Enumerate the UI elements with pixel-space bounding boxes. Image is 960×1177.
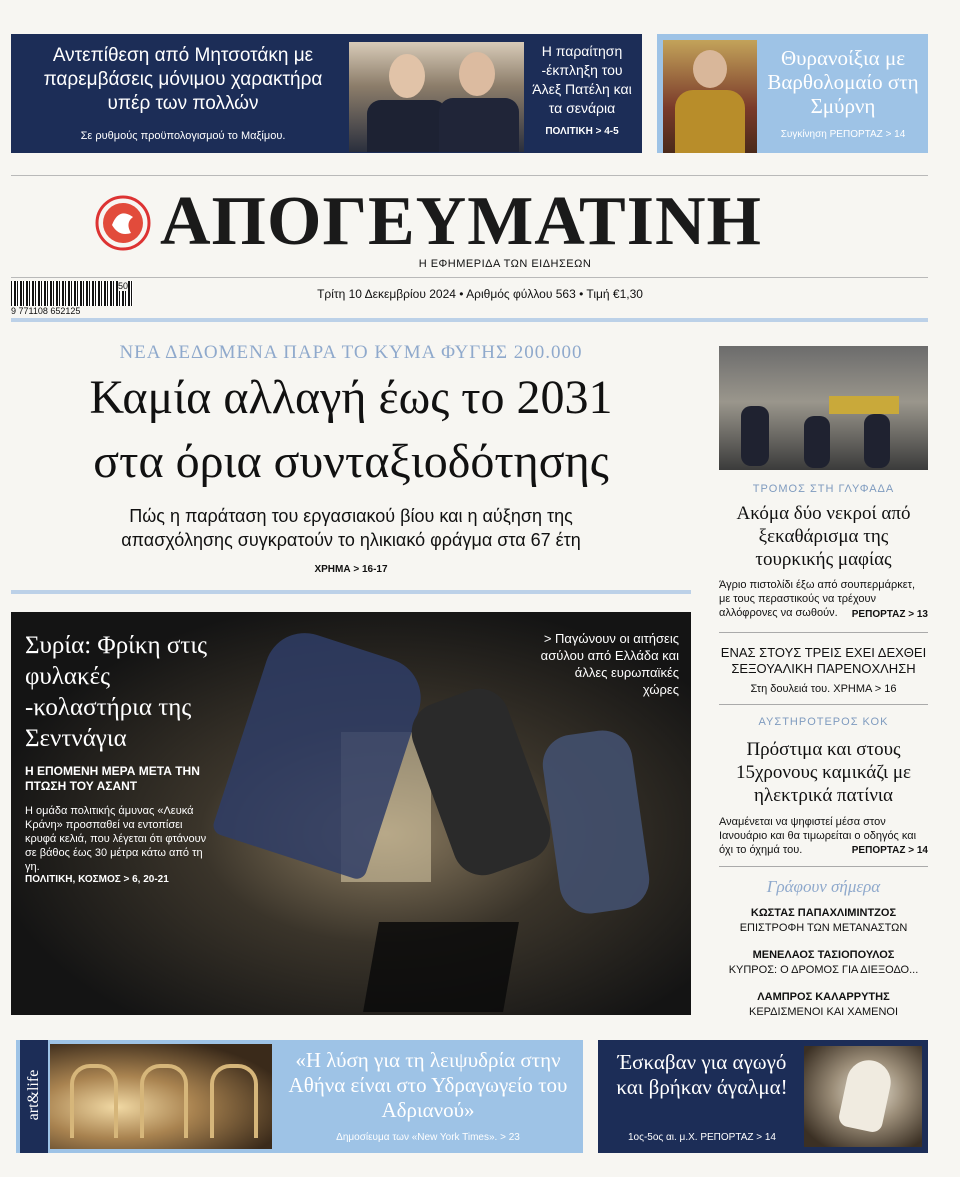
columnist-title: ΕΠΙΣΤΡΟΦΗ ΤΩΝ ΜΕΤΑΝΑΣΤΩΝ [739,922,908,934]
lead-ref: ΧΡΗΜΑ > 16-17 [314,564,388,575]
bottom-quote: «Η λύση για τη λειψυδρία στην Αθήνα είναι στο Υδραγωγείο του Αδριανού» [288,1048,568,1122]
story2-title[interactable]: ΕΝΑΣ ΣΤΟΥΣ ΤΡΕΙΣ ΕΧΕΙ ΔΕΧΘΕΙ ΣΕΞΟΥΑΛΙΚΗ ΠΑΡΕΝΟΧΛΗΣΗ [720,645,927,676]
story3-kicker: ΑΥΣΤΗΡΟΤΕΡΟΣ ΚΟΚ [758,716,889,728]
story1-kicker: ΤΡΟΜΟΣ ΣΤΗ ΓΛΥΦΑΔΑ [752,483,895,495]
syria-body: Η ομάδα πολιτικής άμυνας «Λευκά Κράνη» προσπαθεί να εντοπίσει κρυφά κελιά, που λέγεται ότι φτάνουν σε βάθος έως 30 μέτρα κάτω από τη γη. [25,805,207,873]
lead-deck-line2: απασχόλησης συγκρατούν το ηλικιακό φράγμα στα 67 έτη [121,530,581,550]
bottom-right-headline: Έσκαβαν για αγωγό και βρήκαν άγαλμα! [616,1050,788,1099]
masthead-top-rule [11,175,928,176]
bartholomew-photo [663,40,757,153]
columnist-name[interactable]: ΜΕΝΕΛΑΟΣ ΤΑΣΙΟΠΟΥΛΟΣ [752,949,895,961]
story2-ref: Στη δουλειά του. ΧΡΗΜΑ > 16 [750,683,897,695]
story3-title[interactable]: Πρόστιμα και στους 15χρονους καμικάζι με ηλεκτρικά πατίνια [736,739,911,806]
bottom-banner-right[interactable] [598,1040,928,1153]
syria-photo-panel[interactable] [11,612,691,1015]
person-icon [389,54,425,98]
sidebar-rule-3 [719,866,928,867]
story3-ref: ΡΕΠΟΡΤΑΖ > 14 [851,845,928,856]
masthead-logo-icon [95,195,151,251]
columnist-name[interactable]: ΛΑΜΠΡΟΣ ΚΑΛΑΡΡΥΤΗΣ [757,991,890,1003]
syria-side-note: > Παγώνουν οι αιτήσεις ασύλου από Ελλάδα και άλλες ευρωπαϊκές χώρες [540,631,679,697]
bottom-banner-left[interactable] [16,1040,583,1153]
masthead-mid-rule [11,277,928,278]
sidebar-rule-1 [719,632,928,633]
lead-kicker: ΝΕΑ ΔΕΔΟΜΕΝΑ ΠΑΡΑ ΤΟ ΚΥΜΑ ΦΥΓΗΣ 200.000 [119,342,583,363]
syria-sub: Η ΕΠΟΜΕΝΗ ΜΕΡΑ ΜΕΤΑ ΤΗΝ ΠΤΩΣΗ ΤΟΥ ΑΣΑΝΤ [25,764,200,793]
lead-headline-line2: στα όρια συνταξιοδότησης [93,435,609,488]
top-banner-right[interactable] [657,34,928,153]
barcode-number: 9 771108 652125 [11,306,133,316]
syria-headline: Συρία: Φρίκη στις φυλακές -κολαστήρια της Σεντνάγια [25,632,207,752]
lead-deck-line1: Πώς η παράταση του εργασιακού βίου και η αύξηση της [129,506,573,526]
story1-ref: ΡΕΠΟΡΤΑΖ > 13 [851,609,928,620]
banner-middle-headline: Η παραίτηση -έκπληξη του Άλεξ Πατέλη και τα σενάρια [532,43,632,116]
masthead-title: ΑΠΟΓΕΥΜΑΤΙΝΗ [160,183,762,260]
banner-middle-ref: ΠΟΛΙΤΙΚΗ > 4-5 [545,126,619,137]
bottom-quote-ref: Δημοσίευμα των «New York Times». > 23 [336,1132,520,1143]
story3-body: Αναμένεται να ψηφιστεί μέσα στον Ιανουάριο και θα τιμωρείται ο οδηγός και όχι το όχημά του. [719,816,917,856]
barcode-top-number: 50 [118,281,129,291]
columnist-name[interactable]: ΚΩΣΤΑΣ ΠΑΠΑΧΛΙΜΙΝΤΖΟΣ [750,907,897,919]
bottom-right-ref: 1ος-5ος αι. μ.Χ. ΡΕΠΟΡΤΑΖ > 14 [628,1132,776,1143]
banner-right-ref: Συγκίνηση ΡΕΠΟΡΤΑΖ > 14 [780,129,906,140]
issue-rule [11,318,928,322]
issue-info: Τρίτη 10 Δεκεμβρίου 2024 • Αριθμός φύλλου 563 • Τιμή €1,30 [317,287,643,301]
columnists-header: Γράφουν σήμερα [766,877,881,896]
top-banner-left[interactable] [11,34,642,153]
story1-title[interactable]: Ακόμα δύο νεκροί από ξεκαθάρισμα της τουρκικής μαφίας [736,503,911,570]
masthead-subtitle: Η ΕΦΗΜΕΡΙΔΑ ΤΩΝ ΕΙΔΗΣΕΩΝ [418,258,592,270]
lead-headline-line1: Καμία αλλαγή έως το 2031 [89,371,613,424]
banner-right-headline: Θυρανοίξια με Βαρθολομαίο στη Σμύρνη [767,46,919,118]
banner-left-headline: Αντεπίθεση από Μητσοτάκη με παρεμβάσεις μόνιμου χαρακτήρα υπέρ των πολλών [43,45,323,114]
politicians-photo [349,42,524,152]
glyfada-photo [719,346,928,470]
columnist-title: ΚΕΡΔΙΣΜΕΝΟΙ ΚΑΙ ΧΑΜΕΝΟΙ [748,1006,899,1018]
syria-ref: ΠΟΛΙΤΙΚΗ, ΚΟΣΜΟΣ > 6, 20-21 [25,874,169,885]
banner-left-sub: Σε ρυθμούς προϋπολογισμού το Μαξίμου. [80,130,286,142]
story1-body: Άγριο πιστολίδι έξω από σουπερμάρκετ, με τους περαστικούς να τρέχουν αλλόφρονες να σωθούν. [719,579,916,619]
person-icon [459,52,495,96]
art-life-label: art&life [20,1040,48,1153]
statue-photo [804,1046,922,1147]
aqueduct-photo [50,1044,272,1149]
sidebar-rule-2 [719,704,928,705]
columnist-title: ΚΥΠΡΟΣ: Ο ΔΡΟΜΟΣ ΓΙΑ ΔΙΕΞΟΔΟ... [728,964,919,976]
lead-bottom-rule [11,590,691,594]
